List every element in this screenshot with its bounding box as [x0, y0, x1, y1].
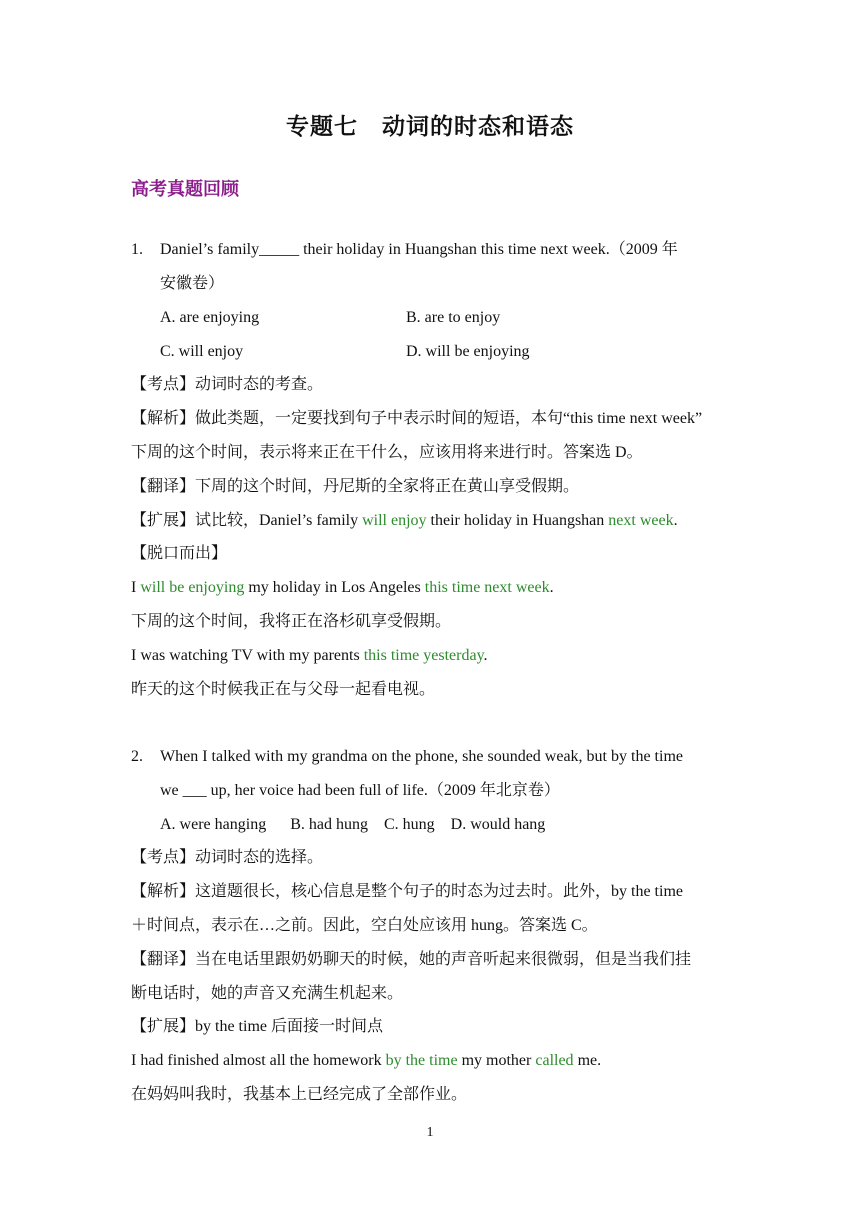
q1-ex1-highlight-2: this time next week [424, 579, 550, 596]
q2-ex1-post: me. [573, 1052, 602, 1069]
q2-number: 2. [131, 748, 143, 765]
q1-analysis-line2: 下周的这个时间，表示将来正在干什么，应该用将来进行时。答案选 D。 [131, 444, 643, 461]
q2-stem-line2: we ___ up, her voice had been full of life.（2009 年北京卷） [160, 782, 560, 799]
q2-ex1-highlight-2: called [535, 1052, 574, 1069]
q2-analysis-line2: ＋时间点，表示在…之前。因此，空白处应该用 hung。答案选 C。 [131, 917, 598, 934]
q2-example-1-cn: 在妈妈叫我时，我基本上已经完成了全部作业。 [131, 1086, 468, 1103]
q1-analysis-line1: 【解析】做此类题，一定要找到句子中表示时间的短语，本句“this time next week” [131, 410, 703, 427]
q1-option-b: B. are to enjoy [406, 309, 501, 326]
page-number: 1 [426, 1125, 434, 1140]
q1-example-1 [131, 578, 554, 598]
q1-option-a: A. are enjoying [160, 309, 260, 326]
q1-translation: 【翻译】下周的这个时间，丹尼斯的全家将正在黄山享受假期。 [131, 478, 580, 495]
q1-ext-highlight-1: will enjoy [362, 512, 427, 529]
q1-point: 【考点】动词时态的考查。 [131, 376, 324, 393]
q1-option-c: C. will enjoy [160, 343, 244, 360]
q2-example-1 [131, 1051, 601, 1071]
q2-options: A. were hanging B. had hung C. hung D. would hang [160, 816, 546, 833]
page-title: 专题七 动词的时态和语态 [286, 114, 574, 140]
q2-ex1-mid: my mother [457, 1052, 536, 1069]
q2-translation-line2: 断电话时，她的声音又充满生机起来。 [131, 985, 404, 1002]
q1-stem-line2: 安徽卷） [160, 275, 225, 292]
q2-translation-line1: 【翻译】当在电话里跟奶奶聊天的时候，她的声音听起来很微弱，但是当我们挂 [131, 951, 692, 968]
q1-ext-post: . [673, 512, 678, 529]
q2-analysis-line1: 【解析】这道题很长，核心信息是整个句子的时态为过去时。此外，by the time [131, 883, 683, 900]
q1-extension [131, 511, 678, 531]
q1-say-heading: 【脱口而出】 [131, 545, 228, 562]
q2-ex1-highlight-1: by the time [385, 1052, 458, 1069]
q1-ext-highlight-2: next week [608, 512, 674, 529]
q1-ex2-pre: I was watching TV with my parents [131, 647, 364, 664]
q1-ex2-post: . [483, 647, 488, 664]
q1-example-2-cn: 昨天的这个时候我正在与父母一起看电视。 [131, 681, 436, 698]
q2-point: 【考点】动词时态的选择。 [131, 849, 324, 866]
q1-stem-line1: Daniel’s family_____ their holiday in Huangshan this time next week.（2009 年 [160, 241, 678, 258]
section-heading: 高考真题回顾 [131, 179, 239, 200]
q1-example-1-cn: 下周的这个时间，我将正在洛杉矶享受假期。 [131, 613, 452, 630]
q1-ex2-highlight: this time yesterday [363, 647, 484, 664]
q1-example-2 [131, 646, 488, 666]
q1-ex1-highlight-1: will be enjoying [140, 579, 245, 596]
q2-extension: 【扩展】by the time 后面接一时间点 [131, 1018, 383, 1035]
q1-ext-pre: 【扩展】试比较，Daniel’s family [131, 512, 363, 529]
q1-ex1-mid: my holiday in Los Angeles [244, 579, 425, 596]
q1-number: 1. [131, 241, 143, 258]
q1-option-d: D. will be enjoying [406, 343, 530, 360]
q2-ex1-pre: I had finished almost all the homework [131, 1052, 386, 1069]
q2-stem-line1: When I talked with my grandma on the phone, she sounded weak, but by the time [160, 748, 683, 765]
q1-ex1-post: . [549, 579, 554, 596]
q1-ex1-pre: I [131, 579, 141, 596]
q1-ext-mid: their holiday in Huangshan [426, 512, 609, 529]
